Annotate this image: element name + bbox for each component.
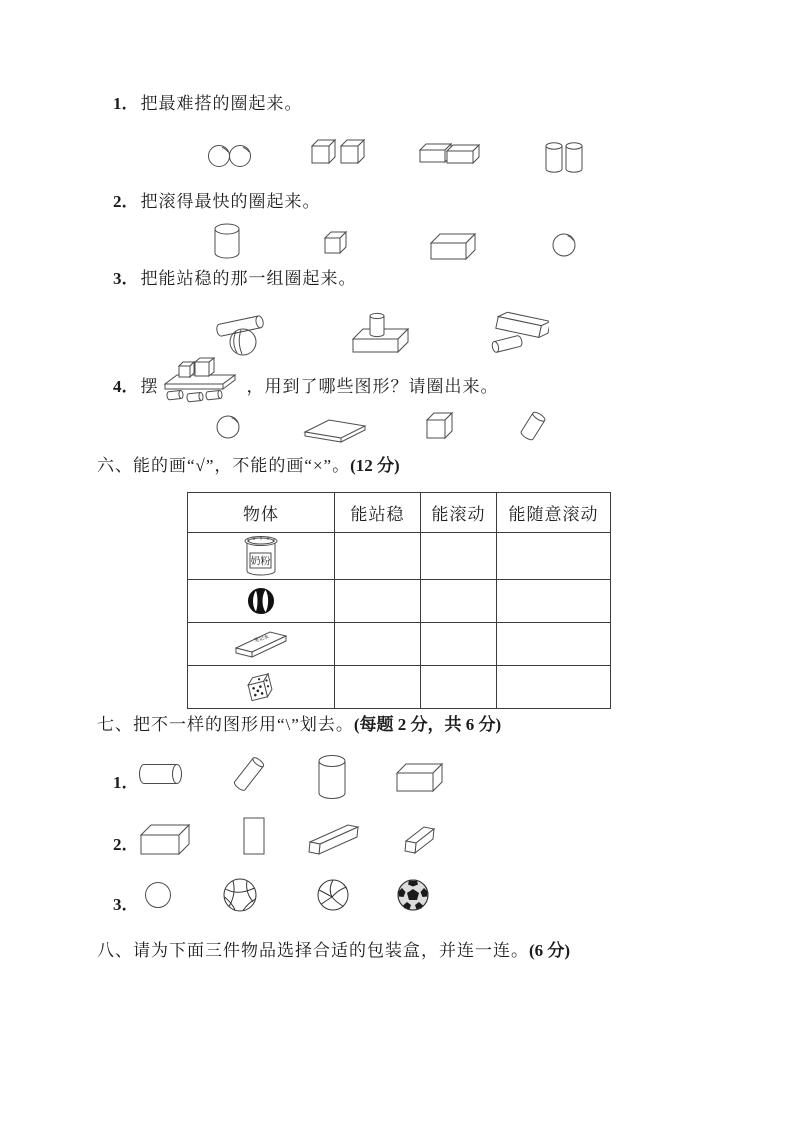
q1-option-sphere-pair-icon[interactable] [207,142,253,170]
s7r2-rectangle-icon[interactable] [241,816,267,856]
q2-option-cuboid-icon[interactable] [429,228,481,261]
s7-row3-number: 3． [113,895,139,914]
q2-option-cylinder-icon[interactable] [212,222,242,260]
question-2-number: 2． [113,192,139,211]
answer-cell[interactable] [497,666,611,709]
question-4-number: 4． [113,377,139,396]
table-row [188,580,611,623]
answer-cell[interactable] [335,666,421,709]
answer-cell[interactable] [421,623,497,666]
section-6-heading: 六、能的画“√”，不能的画“×”。(12 分) [97,456,400,475]
s7r2-cuboid-icon[interactable] [139,818,193,856]
table-row [188,666,611,709]
q1-option-cuboid-pair-icon[interactable] [418,141,484,169]
s7r3-volleyball-icon[interactable] [221,876,259,914]
q2-option-cube-icon[interactable] [322,229,352,256]
s7r1-cuboid-icon[interactable] [395,757,445,793]
answer-cell[interactable] [335,580,421,623]
section-7-score: (每题 2 分，共 6 分) [353,715,502,734]
judge-table [187,492,611,709]
s7r3-soccer-ball-icon[interactable] [395,877,431,913]
q3-group-cylinder-on-cuboid-icon[interactable] [350,309,410,355]
question-3-text: 3． 把能站稳的那一组圈起来。 [113,269,357,288]
answer-cell[interactable] [497,623,611,666]
svg-text:笔记本: 笔记本 [253,635,270,644]
answer-cell[interactable] [421,533,497,580]
s7r2-long-cuboid-icon[interactable] [307,816,365,858]
q4-option-sphere-icon[interactable] [215,414,241,440]
answer-cell[interactable] [497,580,611,623]
col-header-can-stand: 能站稳 [335,493,421,533]
q4-option-cube-icon[interactable] [424,408,454,440]
question-1-text: 1． 把最难搭的圈起来。 [113,94,303,113]
answer-cell[interactable] [421,666,497,709]
question-4-line: 4． 摆 ，用到了哪些图形？请圈出来。 [113,356,499,406]
question-1-number: 1． [113,94,139,113]
q4-option-flat-board-icon[interactable] [303,416,367,443]
dice-icon [188,669,334,705]
q4-inline-structure-icon [159,356,247,406]
section-8-score: (6 分) [529,941,571,960]
milk-powder-can-icon [188,533,334,579]
s7r1-standing-cylinder-icon[interactable] [316,754,348,800]
answer-cell[interactable] [421,580,497,623]
s7r3-beach-ball-icon[interactable] [315,877,351,913]
section-8-heading: 八、请为下面三件物品选择合适的包装盒，并连一连。(6 分) [97,941,571,960]
section-6-score: (12 分) [350,456,400,475]
q3-group-cylinder-on-ball-icon[interactable] [214,310,269,356]
q1-option-cube-pair-icon[interactable] [310,137,368,169]
col-header-object: 物体 [188,493,335,533]
q1-option-cylinder-pair-icon[interactable] [544,140,586,174]
s7-row2-number: 2． [113,835,139,854]
question-3-number: 3． [113,269,139,288]
s7-row1-number: 1． [113,773,139,792]
q2-option-sphere-icon[interactable] [550,231,578,258]
section-7-heading: 七、把不一样的图形用“\”划去。(每题 2 分，共 6 分) [97,715,502,734]
answer-cell[interactable] [335,533,421,580]
svg-text:奶粉: 奶粉 [250,556,271,568]
answer-cell[interactable] [497,533,611,580]
q4-option-tilted-cylinder-icon[interactable] [516,407,550,445]
col-header-can-roll-freely: 能随意滚动 [497,493,611,533]
s7r3-sphere-icon[interactable] [143,880,173,910]
striped-ball-icon [188,586,334,616]
notebook-icon [188,629,334,659]
s7r1-lying-cylinder-icon[interactable] [139,762,185,786]
answer-cell[interactable] [335,623,421,666]
q3-group-cuboid-on-cylinder-icon[interactable] [489,307,549,354]
s7r1-tilted-cylinder-icon[interactable] [229,751,269,798]
judge-table-header-row [188,493,611,533]
col-header-can-roll: 能滚动 [421,493,497,533]
question-2-text: 2． 把滚得最快的圈起来。 [113,192,321,211]
s7r2-small-tilted-cuboid-icon[interactable] [399,817,441,859]
table-row [188,623,611,666]
table-row [188,533,611,580]
